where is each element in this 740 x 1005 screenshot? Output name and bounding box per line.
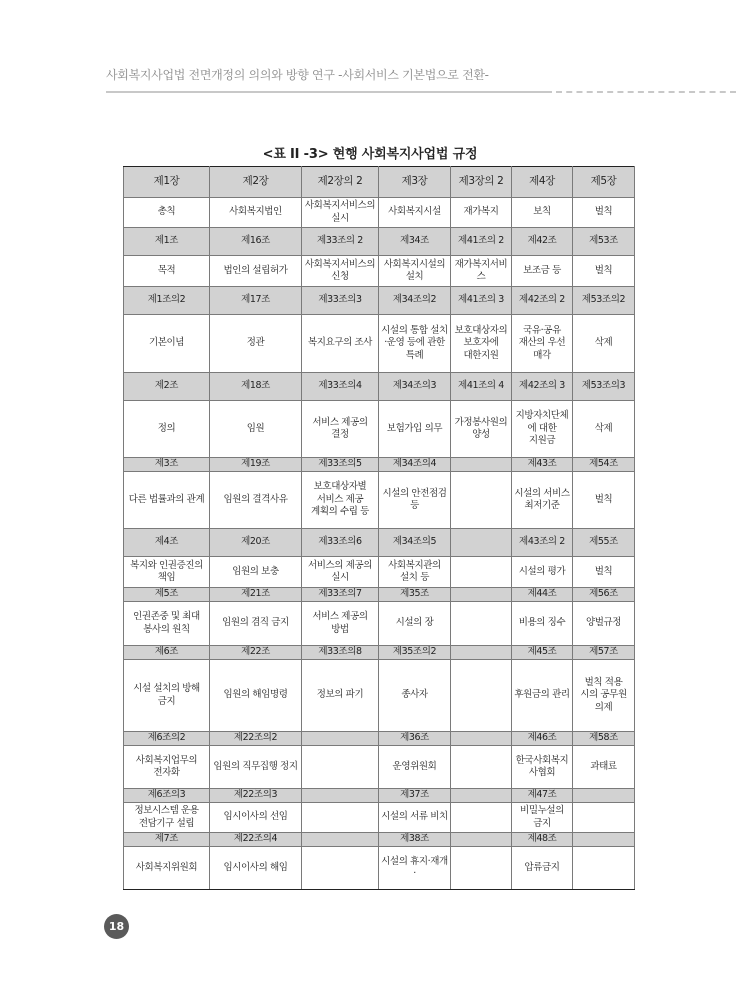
article-number-row [124, 373, 635, 401]
article-number-cell: 제22조의3 [210, 789, 302, 803]
header-cell: 제3장 [379, 167, 451, 198]
article-number-cell: 제41조의 4 [451, 373, 512, 401]
article-number-cell: 제33조의5 [302, 458, 379, 472]
topic-row [124, 602, 635, 646]
topic-cell [451, 847, 512, 890]
topic-cell: 임원의 직무집행 정지 [210, 746, 302, 789]
article-number-cell: 제18조 [210, 373, 302, 401]
topic-cell: 시설 설치의 방해 금지 [124, 660, 210, 732]
header-cell: 제3장의 2 [451, 167, 512, 198]
table-caption: <표 II -3> 현행 사회복지사업법 규정 [262, 147, 478, 162]
article-number-cell [451, 529, 512, 557]
topic-cell: 시설의 평가 [512, 557, 573, 588]
header-cell: 제4장 [512, 167, 573, 198]
topic-cell: 시설의 서류 비치 [379, 803, 451, 833]
page-number-badge: 18 [104, 914, 129, 939]
topic-cell: 시설의 서비스 최저기준 [512, 472, 573, 529]
topic-cell: 지방자치단체에 대한 지원금 [512, 401, 573, 458]
topic-cell [451, 803, 512, 833]
header-cell: 제5장 [573, 167, 635, 198]
header-cell: 제2장 [210, 167, 302, 198]
topic-cell: 시설의 휴지·재개· [379, 847, 451, 890]
article-number-cell: 제16조 [210, 228, 302, 256]
topic-cell: 한국사회복지사협회 [512, 746, 573, 789]
topic-cell: 시설의 안전점검 등 [379, 472, 451, 529]
topic-cell [451, 602, 512, 646]
article-number-cell: 제19조 [210, 458, 302, 472]
article-number-cell: 제43조의 2 [512, 529, 573, 557]
article-number-cell: 제43조 [512, 458, 573, 472]
article-number-row [124, 588, 635, 602]
article-number-cell [451, 458, 512, 472]
topic-row [124, 401, 635, 458]
article-number-cell: 제35조 [379, 588, 451, 602]
article-number-cell [451, 833, 512, 847]
article-number-cell: 제4조 [124, 529, 210, 557]
topic-cell: 재가복지 [451, 198, 512, 228]
topic-cell: 서비스 제공의 방법 [302, 602, 379, 646]
topic-cell: 인권존중 및 최대 봉사의 원칙 [124, 602, 210, 646]
topic-cell: 양벌규정 [573, 602, 635, 646]
article-number-cell: 제37조 [379, 789, 451, 803]
article-number-row [124, 287, 635, 315]
article-number-row [124, 228, 635, 256]
topic-cell: 복지와 인권증진의 책임 [124, 557, 210, 588]
article-number-cell: 제33조의6 [302, 529, 379, 557]
topic-cell: 종사자 [379, 660, 451, 732]
topic-cell: 국유·공유 재산의 우선 매각 [512, 315, 573, 373]
topic-cell: 벌칙 [573, 198, 635, 228]
article-number-cell [302, 789, 379, 803]
article-number-cell: 제5조 [124, 588, 210, 602]
header-cell: 제2장의 2 [302, 167, 379, 198]
topic-cell: 서비스의 제공의 실시 [302, 557, 379, 588]
article-number-cell [302, 732, 379, 746]
article-number-row [124, 833, 635, 847]
article-number-row [124, 529, 635, 557]
article-number-cell: 제46조 [512, 732, 573, 746]
article-number-row [124, 646, 635, 660]
topic-cell: 사회복지시설 [379, 198, 451, 228]
topic-cell: 서비스 제공의 결정 [302, 401, 379, 458]
article-number-cell: 제33조의7 [302, 588, 379, 602]
header-rule [106, 91, 552, 93]
topic-cell: 정보의 파기 [302, 660, 379, 732]
article-number-cell: 제22조 [210, 646, 302, 660]
article-number-cell: 제42조 [512, 228, 573, 256]
table-header-row [124, 167, 635, 198]
article-number-cell: 제45조 [512, 646, 573, 660]
topic-cell [302, 803, 379, 833]
topic-cell: 보호대상자별 서비스 제공 계획의 수립 등 [302, 472, 379, 529]
topic-cell: 가정봉사원의 양성 [451, 401, 512, 458]
article-number-cell: 제38조 [379, 833, 451, 847]
article-number-cell: 제21조 [210, 588, 302, 602]
article-number-cell: 제22조의4 [210, 833, 302, 847]
topic-cell: 정관 [210, 315, 302, 373]
topic-cell: 시설의 장 [379, 602, 451, 646]
article-number-cell: 제17조 [210, 287, 302, 315]
article-number-cell [451, 789, 512, 803]
article-number-cell [573, 833, 635, 847]
topic-cell: 벌칙 [573, 472, 635, 529]
topic-cell: 기본이념 [124, 315, 210, 373]
topic-row [124, 557, 635, 588]
topic-cell: 보조금 등 [512, 256, 573, 287]
regulation-table [123, 166, 635, 890]
topic-cell [451, 660, 512, 732]
topic-cell: 벌칙 적용 시의 공무원 의제 [573, 660, 635, 732]
topic-cell: 재가복지서비스 [451, 256, 512, 287]
article-number-cell: 제34조의4 [379, 458, 451, 472]
topic-cell [573, 847, 635, 890]
article-number-cell: 제48조 [512, 833, 573, 847]
topic-cell [573, 803, 635, 833]
topic-cell: 보호대상자의 보호자에 대한지원 [451, 315, 512, 373]
article-number-cell: 제22조의2 [210, 732, 302, 746]
topic-cell: 후원금의 관리 [512, 660, 573, 732]
article-number-cell: 제34조의3 [379, 373, 451, 401]
article-number-cell: 제54조 [573, 458, 635, 472]
topic-cell: 보험가입 의무 [379, 401, 451, 458]
topic-cell: 사회복지업무의 전자화 [124, 746, 210, 789]
article-number-cell: 제6조의3 [124, 789, 210, 803]
topic-cell: 벌칙 [573, 557, 635, 588]
header-dashed-rule [556, 91, 736, 93]
article-number-cell: 제55조 [573, 529, 635, 557]
article-number-cell: 제47조 [512, 789, 573, 803]
article-number-cell: 제33조의3 [302, 287, 379, 315]
topic-cell: 임시이사의 해임 [210, 847, 302, 890]
article-number-cell: 제34조 [379, 228, 451, 256]
topic-cell: 벌칙 [573, 256, 635, 287]
article-number-cell: 제7조 [124, 833, 210, 847]
article-number-row [124, 732, 635, 746]
topic-cell: 비밀누설의 금지 [512, 803, 573, 833]
article-number-cell: 제53조의3 [573, 373, 635, 401]
topic-cell: 임원의 보충 [210, 557, 302, 588]
topic-cell [451, 746, 512, 789]
article-number-cell: 제2조 [124, 373, 210, 401]
article-number-cell: 제41조의 2 [451, 228, 512, 256]
topic-cell: 임원 [210, 401, 302, 458]
article-number-cell: 제42조의 2 [512, 287, 573, 315]
article-number-cell: 제20조 [210, 529, 302, 557]
topic-cell: 사회복지시설의 설치 [379, 256, 451, 287]
article-number-cell: 제56조 [573, 588, 635, 602]
topic-cell: 다른 법률과의 관계 [124, 472, 210, 529]
article-number-cell: 제41조의 3 [451, 287, 512, 315]
topic-cell: 임원의 겸직 금지 [210, 602, 302, 646]
topic-cell [451, 472, 512, 529]
article-number-cell [451, 732, 512, 746]
topic-cell: 운영위원회 [379, 746, 451, 789]
topic-row [124, 746, 635, 789]
article-number-cell: 제53조의2 [573, 287, 635, 315]
topic-row [124, 315, 635, 373]
topic-row [124, 847, 635, 890]
topic-cell: 보칙 [512, 198, 573, 228]
topic-cell: 사회복지위원회 [124, 847, 210, 890]
topic-cell [302, 746, 379, 789]
header-cell: 제1장 [124, 167, 210, 198]
topic-cell: 임원의 해임명령 [210, 660, 302, 732]
running-header: 사회복지사업법 전면개정의 의의와 방향 연구 -사회서비스 기본법으로 전환- [106, 68, 489, 82]
article-number-cell [302, 833, 379, 847]
topic-cell: 정보시스템 운용 전담기구 설립 [124, 803, 210, 833]
article-number-cell: 제33조의 2 [302, 228, 379, 256]
topic-cell: 삭제 [573, 401, 635, 458]
article-number-row [124, 458, 635, 472]
topic-cell: 임시이사의 선임 [210, 803, 302, 833]
topic-cell [302, 847, 379, 890]
article-number-cell: 제1조 [124, 228, 210, 256]
article-number-cell: 제33조의8 [302, 646, 379, 660]
topic-cell: 과태료 [573, 746, 635, 789]
article-number-row [124, 789, 635, 803]
article-number-cell: 제35조의2 [379, 646, 451, 660]
article-number-cell [451, 588, 512, 602]
article-number-cell: 제42조의 3 [512, 373, 573, 401]
article-number-cell: 제33조의4 [302, 373, 379, 401]
article-number-cell: 제6조 [124, 646, 210, 660]
article-number-cell: 제34조의2 [379, 287, 451, 315]
topic-cell: 사회복지서비스의 신청 [302, 256, 379, 287]
topic-cell: 목적 [124, 256, 210, 287]
topic-row [124, 803, 635, 833]
article-number-cell: 제36조 [379, 732, 451, 746]
topic-cell: 사회복지관의 설치 등 [379, 557, 451, 588]
article-number-cell: 제44조 [512, 588, 573, 602]
topic-row [124, 198, 635, 228]
article-number-cell: 제53조 [573, 228, 635, 256]
topic-cell: 임원의 결격사유 [210, 472, 302, 529]
topic-cell: 법인의 설립허가 [210, 256, 302, 287]
topic-cell: 사회복지법인 [210, 198, 302, 228]
topic-cell: 사회복지서비스의 실시 [302, 198, 379, 228]
topic-cell: 삭제 [573, 315, 635, 373]
topic-cell: 압류금지 [512, 847, 573, 890]
topic-cell: 총칙 [124, 198, 210, 228]
article-number-cell: 제57조 [573, 646, 635, 660]
topic-row [124, 256, 635, 287]
topic-row [124, 472, 635, 529]
topic-cell: 복지요구의 조사 [302, 315, 379, 373]
article-number-cell [451, 646, 512, 660]
article-number-cell: 제34조의5 [379, 529, 451, 557]
article-number-cell [573, 789, 635, 803]
topic-row [124, 660, 635, 732]
topic-cell: 시설의 통합 설치·운영 등에 관한 특례 [379, 315, 451, 373]
article-number-cell: 제6조의2 [124, 732, 210, 746]
article-number-cell: 제58조 [573, 732, 635, 746]
topic-cell: 비용의 징수 [512, 602, 573, 646]
article-number-cell: 제1조의2 [124, 287, 210, 315]
article-number-cell: 제3조 [124, 458, 210, 472]
topic-cell: 정의 [124, 401, 210, 458]
topic-cell [451, 557, 512, 588]
